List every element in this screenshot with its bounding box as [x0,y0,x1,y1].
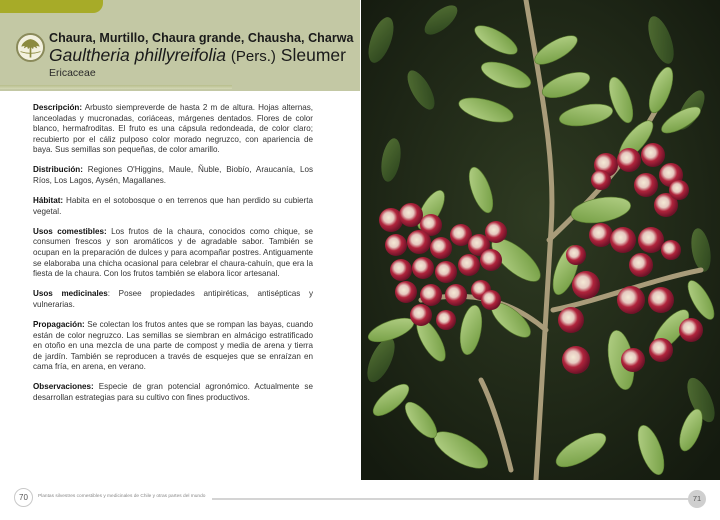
section-label: Propagación: [33,320,85,329]
section-distribucion [33,165,313,186]
section-label: Observaciones: [33,382,94,392]
section-propagacion [33,320,313,373]
section-label: Distribución: [33,165,83,175]
section-text: Regiones O'Higgins, Maule, Ñuble, Biobío, Araucanía, Los Ríos, Los Lagos, Aysén, Magallanes. [33,165,313,186]
section-label: Usos medicinales [33,289,108,299]
footer-rule [212,498,690,500]
tree-emblem-icon [16,33,45,62]
species-description [33,103,313,413]
plant-photo [361,0,720,480]
section-text: Los frutos de la chaura, conocidos como chique, se consumen frescos y son aromáticos y de agradable sabor. También se ocupan en la preparación de dulces y para acompañar postres. Antiguamente se elaboraba una chicha ocasional para celebrar el chaura-cahuín, que era la fiesta de la chaura. Con los frutos también se elabora licor artesanal. [33,226,313,279]
section-descripcion [33,103,313,156]
plant-family: Ericaceae [49,67,96,79]
section-label: Hábitat: [33,196,64,206]
authority-paren: (Pers.) [230,48,276,65]
section-text: Se colectan los frutos antes que se rompan las bayas, cuando están de color negruzco. Las semillas se siembran en almácigo estratificado en otoño en una mezcla de una parte de compost y media de arena y tierra de jardín. También se reproducen a través de esquejes que se enraízan en cama fría, en arena, en verano. [33,320,313,372]
genus-species: Gaultheria phillyreifolia [49,45,227,65]
scientific-name [49,45,346,66]
book-title-footer: Plantas silvestres comestibles y medicinales de Chile y otras partes del mundo [38,494,206,499]
section-label: Descripción: [33,103,83,112]
section-label: Usos comestibles: [33,226,107,236]
section-text: Habita en el sotobosque o en terrenos que han perdido su cubierta vegetal. [33,196,313,216]
page-number-left: 70 [14,488,33,507]
section-usos-medicinales [33,289,313,310]
authority: Sleumer [280,45,346,65]
header-underline [0,85,232,89]
section-habitat [33,196,313,217]
header-tab [0,0,103,13]
page-number-right: 71 [688,490,706,508]
section-text: : Posee propiedades antipiréticas, antisépticas y vulnerarias. [33,289,313,309]
section-observaciones [33,382,313,403]
section-usos-comestibles [33,227,313,280]
section-text: Especie de gran potencial agronómico. Actualmente se desarrollan estrategias para su cultivo con fines productivos. [33,382,313,403]
section-text: Arbusto siempreverde de hasta 2 m de altura. Hojas alternas, lanceoladas y mucronadas, coriáceas, márgenes dentados. Flores de color blanco, hermafroditas. El fruto es una cápsula redondeada, de color claro; recubierto por el cáliz pulposo color morado negruzco, con apariencia de baya. Sus semillas son pequeñas, de color amarillo. [33,103,313,155]
common-names: Chaura, Murtillo, Chaura grande, Chausha, Charwa [49,31,354,45]
